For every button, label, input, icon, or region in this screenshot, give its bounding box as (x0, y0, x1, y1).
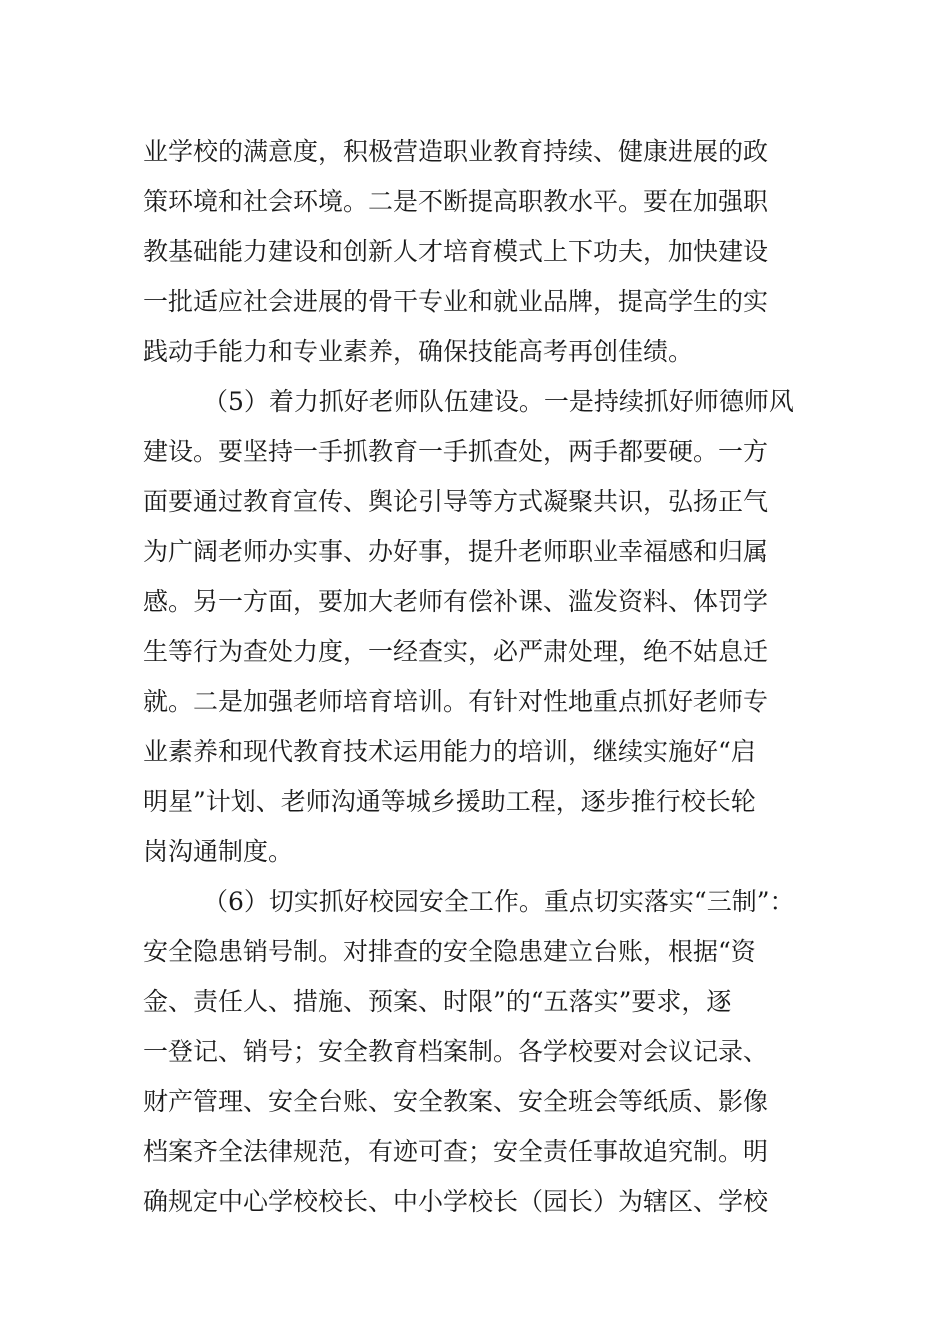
document-body (143, 127, 833, 1227)
text-line: 一登记、销号；安全教育档案制。各学校要对会议记录、 (143, 1037, 769, 1066)
text-line: 明星”计划、老师沟通等城乡援助工程，逐步推行校长轮 (143, 787, 756, 816)
text-line: 一批适应社会进展的骨干专业和就业品牌，提高学生的实 (143, 287, 769, 316)
text-line: 策环境和社会环境。二是不断提高职教水平。要在加强职 (143, 187, 769, 216)
text-line: 感。另一方面，要加大老师有偿补课、滥发资料、体罚学 (143, 587, 769, 616)
paragraph-first-line: （6）切实抓好校园安全工作。重点切实落实“三制”： (203, 887, 795, 916)
text-line: 档案齐全法律规范，有迹可查；安全责任事故追究制。明 (143, 1137, 769, 1166)
text-line: 安全隐患销号制。对排查的安全隐患建立台账，根据“资 (143, 937, 756, 966)
text-line: 践动手能力和专业素养，确保技能高考再创佳绩。 (143, 337, 694, 366)
text-line: 业学校的满意度，积极营造职业教育持续、健康进展的政 (143, 137, 769, 166)
text-line: 教基础能力建设和创新人才培育模式上下功夫，加快建设 (143, 237, 769, 266)
text-line: 岗沟通制度。 (143, 837, 294, 866)
text-line: 为广阔老师办实事、办好事，提升老师职业幸福感和归属 (143, 537, 769, 566)
text-line: 业素养和现代教育技术运用能力的培训，继续实施好“启 (143, 737, 756, 766)
text-line: 就。二是加强老师培育培训。有针对性地重点抓好老师专 (143, 687, 769, 716)
text-line: 财产管理、安全台账、安全教案、安全班会等纸质、影像 (143, 1087, 769, 1116)
text-line: 金、责任人、措施、预案、时限”的“五落实”要求，逐 (143, 987, 732, 1016)
text-line: 面要通过教育宣传、舆论引导等方式凝聚共识，弘扬正气 (143, 487, 769, 516)
text-line: 生等行为查处力度，一经查实，必严肃处理，绝不姑息迁 (143, 637, 769, 666)
text-line: 确规定中心学校校长、中小学校长（园长）为辖区、学校 (143, 1187, 769, 1216)
paragraph-first-line: （5）着力抓好老师队伍建设。一是持续抓好师德师风 (203, 387, 794, 416)
text-line: 建设。要坚持一手抓教育一手抓查处，两手都要硬。一方 (143, 437, 769, 466)
